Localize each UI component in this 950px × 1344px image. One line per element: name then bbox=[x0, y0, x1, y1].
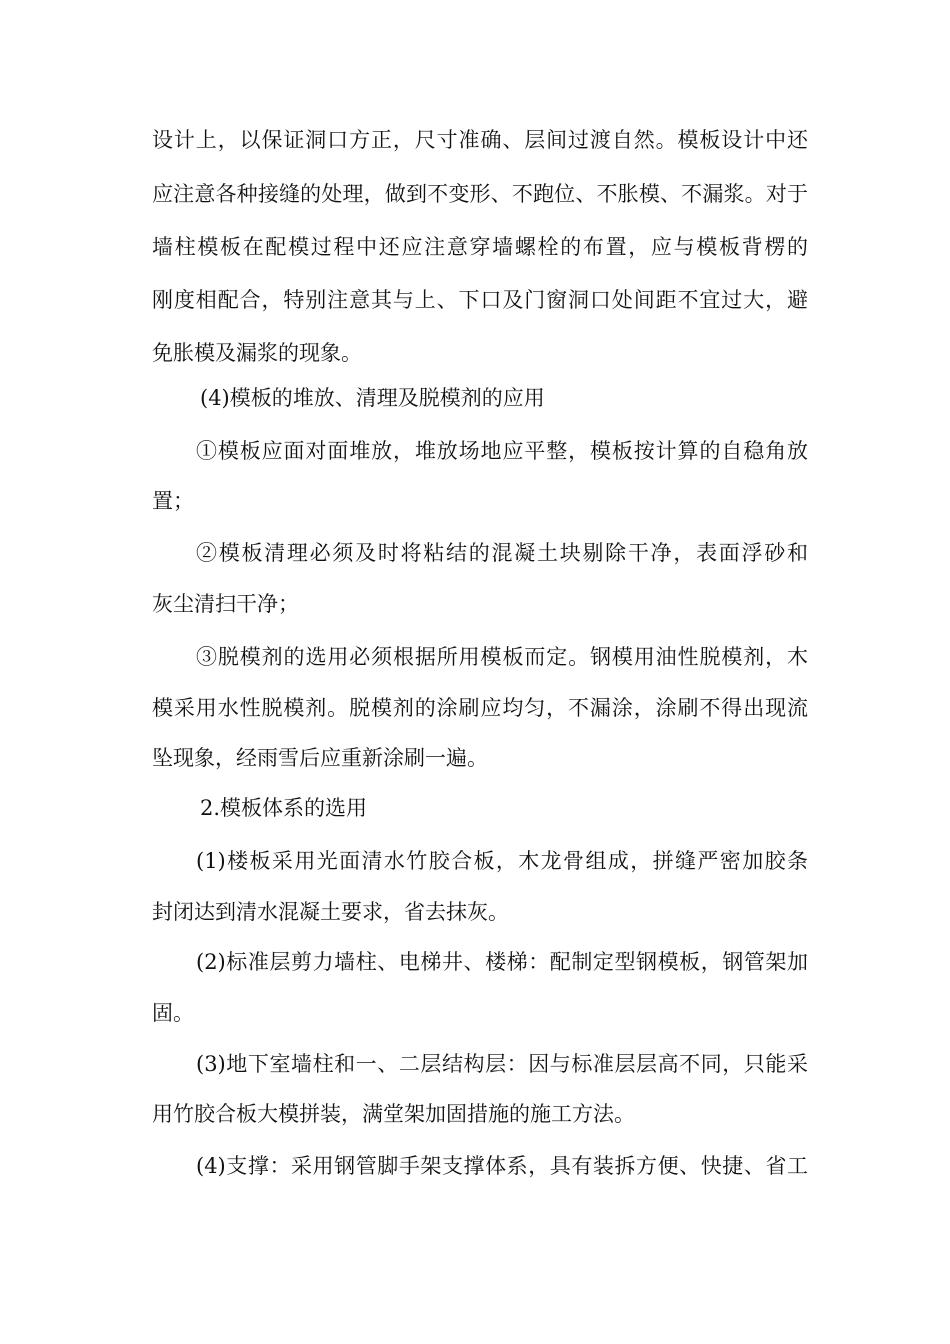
text-line: 墙柱模板在配模过程中还应注意穿墙螺栓的布置，应与模板背楞的 bbox=[152, 235, 808, 259]
text-line: 灰尘清扫干净； bbox=[152, 592, 299, 616]
text-line: 用竹胶合板大模拼装，满堂架加固措施的施工方法。 bbox=[152, 1102, 635, 1126]
text-line: 固。 bbox=[152, 1001, 194, 1025]
paragraph-2: (2)标准层剪力墙柱、电梯井、楼梯：配制定型钢模板，钢管架加 bbox=[196, 950, 808, 974]
text-line: 设计上，以保证洞口方正，尺寸准确、层间过渡自然。模板设计中还 bbox=[152, 128, 808, 152]
paragraph-4: (4)支撑：采用钢管脚手架支撑体系，具有装拆方便、快捷、省工 bbox=[196, 1154, 808, 1178]
text-line: 模采用水性脱模剂。脱模剂的涂刷应均匀，不漏涂，涂刷不得出现流 bbox=[152, 696, 808, 720]
text-line: 刚度相配合，特别注意其与上、下口及门窗洞口处间距不宜过大，避 bbox=[152, 288, 808, 312]
text-line: 免胀模及漏浆的现象。 bbox=[152, 341, 362, 365]
section-heading: (4)模板的堆放、清理及脱模剂的应用 bbox=[200, 386, 545, 410]
list-item-3: ③脱模剂的选用必须根据所用模板而定。钢模用油性脱模剂，木 bbox=[196, 645, 808, 669]
list-item-1: ①模板应面对面堆放，堆放场地应平整，模板按计算的自稳角放 bbox=[196, 439, 808, 463]
text-line: 坠现象，经雨雪后应重新涂刷一遍。 bbox=[152, 746, 488, 770]
paragraph-1: (1)楼板采用光面清水竹胶合板，木龙骨组成，拼缝严密加胶条 bbox=[196, 849, 808, 873]
text-line: 封闭达到清水混凝土要求，省去抹灰。 bbox=[152, 900, 509, 924]
text-line: 应注意各种接缝的处理，做到不变形、不跑位、不胀模、不漏浆。对于 bbox=[152, 182, 808, 206]
text-line: 置； bbox=[152, 489, 194, 513]
paragraph-3: (3)地下室墙柱和一、二层结构层：因与标准层层高不同，只能采 bbox=[196, 1052, 808, 1076]
section-heading: 2.模板体系的选用 bbox=[200, 796, 368, 820]
list-item-2: ②模板清理必须及时将粘结的混凝土块剔除干净，表面浮砂和 bbox=[196, 541, 808, 565]
